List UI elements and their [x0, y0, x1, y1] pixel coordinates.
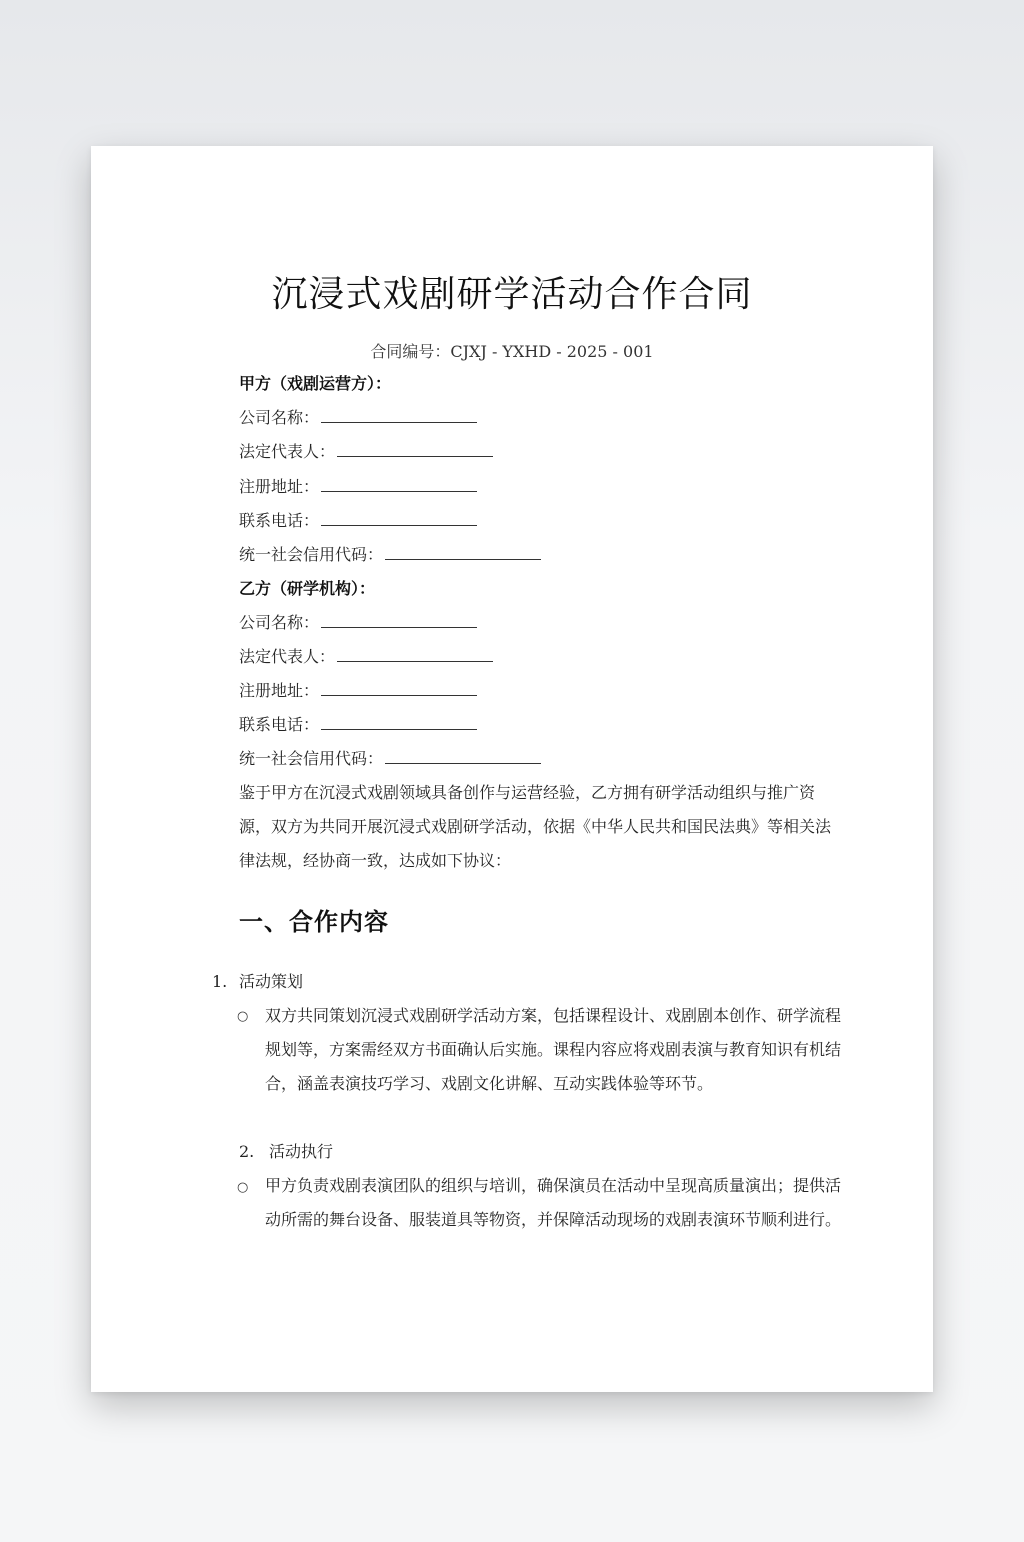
blank-line — [321, 681, 477, 696]
blank-line — [321, 408, 477, 423]
blank-line — [385, 749, 541, 764]
field-label: 联系电话： — [239, 511, 320, 530]
document-page — [91, 146, 933, 1392]
field-label: 注册地址： — [239, 477, 320, 496]
list-number: 2. — [239, 1142, 255, 1161]
circle-bullet-icon: ○ — [237, 1180, 249, 1195]
blank-line — [321, 715, 477, 730]
party-a-credit-code-field — [239, 544, 541, 566]
preamble-paragraph: 鉴于甲方在沉浸式戏剧领域具备创作与运营经验，乙方拥有研学活动组织与推广资源，双方为共同开展沉浸式戏剧研学活动，依据《中华人民共和国民法典》等相关法律法规，经协商一致，达成如下协议： — [239, 783, 832, 870]
list-item-title: 活动执行 — [269, 1142, 334, 1161]
party-a-legal-rep-field — [239, 441, 493, 463]
party-a-address-field — [239, 476, 477, 498]
field-label: 联系电话： — [239, 715, 320, 734]
field-label: 统一社会信用代码： — [239, 749, 384, 768]
blank-line — [337, 647, 493, 662]
field-label: 公司名称： — [239, 613, 320, 632]
party-b-credit-code-field — [239, 748, 541, 770]
list-number: 1. — [212, 972, 228, 991]
party-a-heading: 甲方（戏剧运营方）： — [239, 374, 392, 393]
blank-line — [385, 545, 541, 560]
party-b-legal-rep-field — [239, 646, 493, 668]
field-label: 统一社会信用代码： — [239, 545, 384, 564]
blank-line — [321, 613, 477, 628]
blank-line — [321, 477, 477, 492]
field-label: 法定代表人： — [239, 647, 336, 666]
party-b-address-field — [239, 680, 477, 702]
party-a-company-field — [239, 407, 477, 429]
field-label: 公司名称： — [239, 408, 320, 427]
section-heading: 一、合作内容 — [239, 907, 389, 936]
list-item-title: 活动策划 — [239, 972, 304, 991]
circle-bullet-icon: ○ — [237, 1009, 249, 1024]
field-label: 注册地址： — [239, 681, 320, 700]
list-item-body: 双方共同策划沉浸式戏剧研学活动方案，包括课程设计、戏剧剧本创作、研学流程规划等，方案需经双方书面确认后实施。课程内容应将戏剧表演与教育知识有机结合，涵盖表演技巧学习、戏剧文化讲解、互动实践体验等环节。 — [265, 1006, 842, 1093]
blank-line — [337, 442, 493, 457]
party-b-phone-field — [239, 714, 477, 736]
contract-number: 合同编号：CJXJ - YXHD - 2025 - 001 — [370, 342, 654, 361]
blank-line — [321, 511, 477, 526]
document-title: 沉浸式戏剧研学活动合作合同 — [271, 274, 753, 315]
field-label: 法定代表人： — [239, 442, 336, 461]
list-item-body: 甲方负责戏剧表演团队的组织与培训，确保演员在活动中呈现高质量演出；提供活动所需的舞台设备、服装道具等物资，并保障活动现场的戏剧表演环节顺利进行。 — [265, 1176, 842, 1229]
party-b-company-field — [239, 612, 477, 634]
party-a-phone-field — [239, 510, 477, 532]
party-b-heading: 乙方（研学机构）： — [239, 579, 376, 598]
